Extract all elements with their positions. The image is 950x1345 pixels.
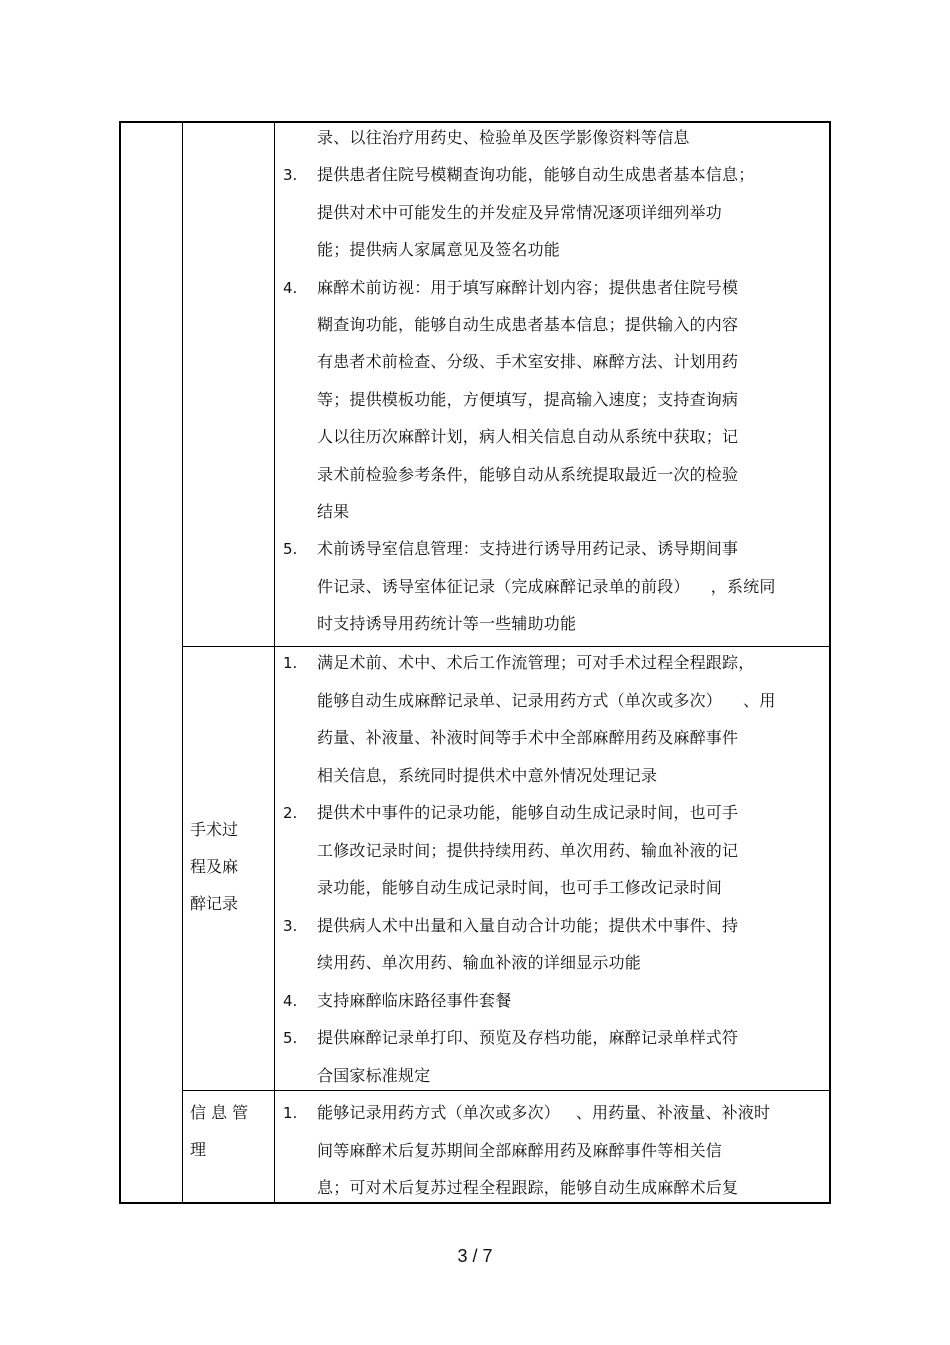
list-item-number: 3. (283, 166, 298, 185)
text-line: 能；提供病人家属意见及签名功能 (317, 240, 561, 260)
text-line: 提供麻醉记录单打印、预览及存档功能，麻醉记录单样式符 (317, 1028, 739, 1047)
list-item-number: 5. (283, 1029, 298, 1047)
row-label-line: 理 (190, 1140, 207, 1159)
text-line: 有患者术前检查、分级、手术室安排、麻醉方法、计划用药 (317, 352, 739, 372)
list-item-number: 4. (283, 991, 298, 1010)
text-line: 间等麻醉术后复苏期间全部麻醉用药及麻醉事件等相关信 (317, 1140, 723, 1160)
text-line: 提供对术中可能发生的并发症及异常情况逐项详细列举功 (317, 202, 723, 222)
list-item-number: 2. (283, 804, 298, 822)
row-label-line: 信 息 管 (190, 1103, 249, 1122)
text-line: 支持麻醉临床路径事件套餐 (317, 990, 512, 1010)
text-line: 人以往历次麻醉计划，病人相关信息自动从系统中获取；记 (317, 427, 739, 447)
text-line: 录术前检验参考条件，能够自动从系统提取最近一次的检验 (317, 464, 739, 484)
list-item-number: 3. (283, 916, 298, 935)
row-label-line: 手术过 (190, 820, 239, 839)
text-line: 药量、补液量、补液时间等手术中全部麻醉用药及麻醉事件 (317, 728, 739, 747)
text-line: 工修改记录时间；提供持续用药、单次用药、输血补液的记 (317, 840, 739, 860)
text-line: 结果 (317, 502, 350, 521)
column-divider-2 (274, 121, 275, 1204)
text-line: 时支持诱导用药统计等一些辅助功能 (317, 614, 577, 634)
text-line: 提供患者住院号模糊查询功能，能够自动生成患者基本信息； (317, 165, 755, 185)
row-divider-2 (182, 1090, 831, 1091)
text-line: 能够自动生成麻醉记录单、记录用药方式（单次或多次） 、用 (317, 690, 776, 710)
text-line: 息；可对术后复苏过程全程跟踪，能够自动生成麻醉术后复 (317, 1178, 739, 1197)
list-item-number: 1. (283, 654, 298, 672)
text-line: 糊查询功能，能够自动生成患者基本信息；提供输入的内容 (317, 315, 739, 334)
column-divider-1 (182, 121, 183, 1204)
list-item-number: 4. (283, 278, 298, 297)
text-line: 提供病人术中出量和入量自动合计功能；提供术中事件、持 (317, 915, 739, 935)
text-line: 提供术中事件的记录功能，能够自动生成记录时间，也可手 (317, 803, 739, 822)
text-line: 能够记录用药方式（单次或多次） 、用药量、补液量、补液时 (317, 1103, 771, 1122)
text-line: 等；提供模板功能，方便填写，提高输入速度；支持查询病 (317, 389, 739, 409)
text-line: 录功能，能够自动生成记录时间，也可手工修改记录时间 (317, 878, 723, 897)
text-line: 麻醉术前访视：用于填写麻醉计划内容；提供患者住院号模 (317, 277, 739, 297)
text-line: 满足术前、术中、术后工作流管理；可对手术过程全程跟踪， (317, 653, 755, 672)
text-line: 合国家标准规定 (317, 1065, 431, 1085)
text-line: 录、以往治疗用药史、检验单及医学影像资料等信息 (317, 128, 690, 147)
text-line: 术前诱导室信息管理：支持进行诱导用药记录、诱导期间事 (317, 539, 739, 559)
text-line: 相关信息，系统同时提供术中意外情况处理记录 (317, 765, 658, 785)
row-label-line: 程及麻 (190, 857, 239, 876)
row-divider-1 (182, 646, 831, 647)
text-line: 件记录、诱导室体征记录（完成麻醉记录单的前段） ，系统同 (317, 576, 776, 596)
page-number: 3 / 7 (457, 1246, 493, 1266)
list-item-number: 1. (283, 1104, 298, 1122)
text-line: 续用药、单次用药、输血补液的详细显示功能 (317, 953, 642, 972)
row-label-line: 醉记录 (190, 894, 239, 913)
list-item-number: 5. (283, 540, 298, 559)
